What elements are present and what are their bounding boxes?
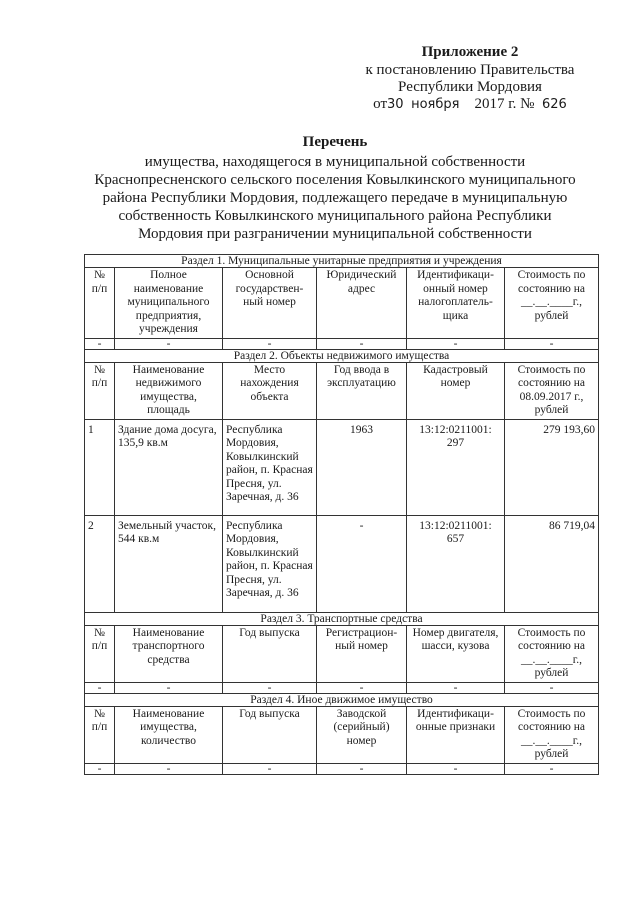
column-header: Год ввода в эксплуатацию <box>317 362 407 419</box>
table-cell: - <box>407 338 505 349</box>
column-header: Наименование недвижимого имущества, площадь <box>115 362 223 419</box>
property-cost: 279 193,60 <box>505 419 599 515</box>
property-name: Здание дома досуга, 135,9 кв.м <box>115 419 223 515</box>
table-cell: - <box>407 682 505 693</box>
column-header: Стоимость по состоянию на __.__.____г., рублей <box>505 268 599 339</box>
section-4-header-row <box>85 706 599 763</box>
property-year: - <box>317 515 407 612</box>
column-header: Наименование имущества, количество <box>115 706 223 763</box>
column-header: Основной государствен-ный номер <box>223 268 317 339</box>
heading-line-4: собственность Ковылкинского муниципального района Республики <box>118 208 552 224</box>
table-cell: - <box>85 338 115 349</box>
appendix-date-line <box>340 96 600 113</box>
appendix-line-1: к постановлению Правительства <box>365 62 575 78</box>
table-cell: - <box>317 682 407 693</box>
row-number: 2 <box>85 515 115 612</box>
column-header: Заводской (серийный) номер <box>317 706 407 763</box>
column-header: Кадастровый номер <box>407 362 505 419</box>
table-cell: - <box>223 763 317 774</box>
appendix-from: от <box>373 96 388 112</box>
table-row <box>85 515 599 612</box>
appendix-day: 30 <box>387 97 404 112</box>
section-3-title: Раздел 3. Транспортные средства <box>85 612 599 625</box>
table-cell: - <box>223 682 317 693</box>
row-number: 1 <box>85 419 115 515</box>
appendix-month: ноября <box>411 97 460 112</box>
table-cell: - <box>85 763 115 774</box>
section-2-title: Раздел 2. Объекты недвижимого имущества <box>85 349 599 362</box>
table-cell: - <box>115 338 223 349</box>
column-header: Полное наименование муниципального предприятия, учреждения <box>115 268 223 339</box>
table-cell: - <box>505 682 599 693</box>
appendix-no-sign: № <box>520 96 535 112</box>
column-header: Место нахождения объекта <box>223 362 317 419</box>
column-header: Номер двигателя, шасси, кузова <box>407 625 505 682</box>
appendix-title: Приложение 2 <box>421 44 519 60</box>
column-header: Стоимость по состоянию на __.__.____г., рублей <box>505 625 599 682</box>
table-row <box>85 763 599 774</box>
property-year: 1963 <box>317 419 407 515</box>
property-location: Республика Мордовия, Ковылкинский район, п. Красная Пресня, ул. Заречная, д. 36 <box>223 515 317 612</box>
heading-line-1: имущества, находящегося в муниципальной собственности <box>144 154 526 170</box>
table-cell: - <box>115 763 223 774</box>
table-cell: - <box>85 682 115 693</box>
section-2-header-row <box>85 362 599 419</box>
section-3-title-row <box>85 612 599 625</box>
section-3-header-row <box>85 625 599 682</box>
property-name: Земельный участок, 544 кв.м <box>115 515 223 612</box>
heading-line-5: Мордовия при разграничении муниципальной собственности <box>138 226 532 242</box>
column-header: № п/п <box>85 706 115 763</box>
section-4-title-row <box>85 693 599 706</box>
appendix-line-2: Республики Мордовия <box>398 79 542 95</box>
column-header: Стоимость по состоянию на __.__.____г., рублей <box>505 706 599 763</box>
property-cost: 86 719,04 <box>505 515 599 612</box>
column-header: Регистрацион-ный номер <box>317 625 407 682</box>
table-cell: - <box>407 763 505 774</box>
table-cell: - <box>505 338 599 349</box>
document-heading <box>80 133 590 243</box>
appendix-block <box>340 44 600 113</box>
heading-line-3: района Республики Мордовия, подлежащего передаче в муниципальную <box>102 190 568 206</box>
section-4-title: Раздел 4. Иное движимое имущество <box>85 693 599 706</box>
column-header: Идентификаци-онные признаки <box>407 706 505 763</box>
column-header: Стоимость по состоянию на 08.09.2017 г., рублей <box>505 362 599 419</box>
document-title: Перечень <box>302 134 368 150</box>
table-cell: - <box>317 338 407 349</box>
section-2-title-row <box>85 349 599 362</box>
section-1-header-row <box>85 268 599 339</box>
section-1-title-row <box>85 255 599 268</box>
column-header: Год выпуска <box>223 706 317 763</box>
table-row <box>85 682 599 693</box>
column-header: Идентификаци-онный номер налогоплатель-щика <box>407 268 505 339</box>
column-header: № п/п <box>85 625 115 682</box>
table-cell: - <box>317 763 407 774</box>
table-cell: - <box>115 682 223 693</box>
column-header: Наименование транспортного средства <box>115 625 223 682</box>
appendix-number: 626 <box>541 97 567 112</box>
table-row <box>85 419 599 515</box>
column-header: № п/п <box>85 362 115 419</box>
table-cell: - <box>505 763 599 774</box>
property-table <box>84 254 599 775</box>
appendix-year: 2017 г. <box>474 96 517 112</box>
column-header: Юридический адрес <box>317 268 407 339</box>
table-row <box>85 338 599 349</box>
section-1-title: Раздел 1. Муниципальные унитарные предприятия и учреждения <box>85 255 599 268</box>
cadastral-number: 13:12:0211001: 657 <box>407 515 505 612</box>
table-cell: - <box>223 338 317 349</box>
property-location: Республика Мордовия, Ковылкинский район, п. Красная Пресня, ул. Заречная, д. 36 <box>223 419 317 515</box>
column-header: Год выпуска <box>223 625 317 682</box>
cadastral-number: 13:12:0211001: 297 <box>407 419 505 515</box>
column-header: № п/п <box>85 268 115 339</box>
heading-line-2: Краснопресненского сельского поселения Ковылкинского муниципального <box>94 172 576 188</box>
